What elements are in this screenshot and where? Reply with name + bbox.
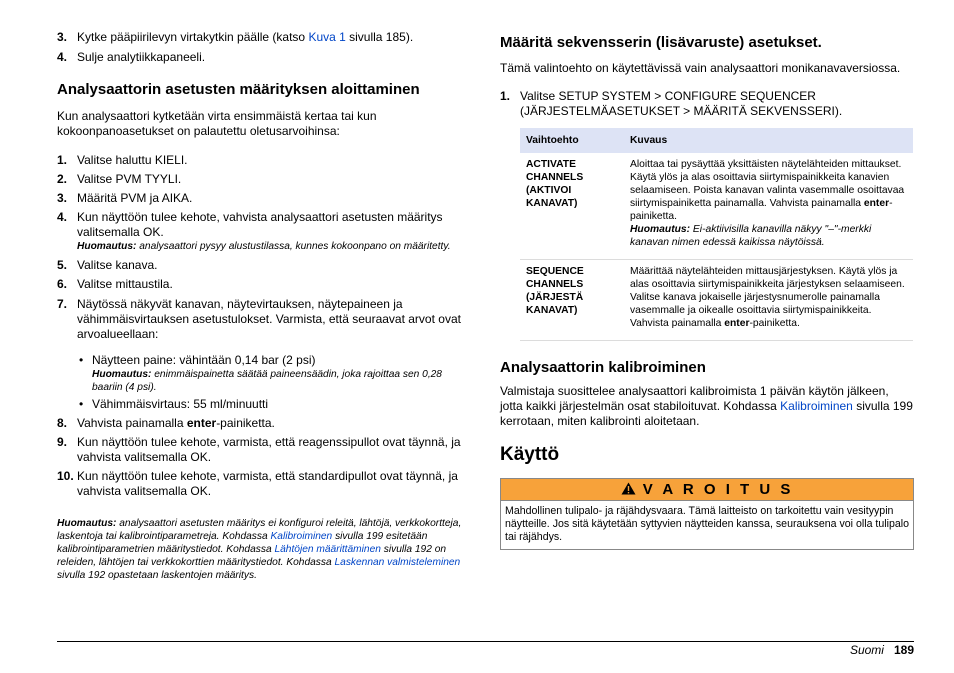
step-number: 8. <box>57 416 68 430</box>
calibration-paragraph <box>500 384 914 429</box>
setup-step-6 <box>57 277 469 292</box>
step-text: Vahvista painamalla <box>77 416 187 430</box>
step-number: 9. <box>57 435 68 449</box>
enter-key-label: enter <box>724 318 750 329</box>
note-text: sivulla 192 opastetaan laskentojen määritys. <box>57 570 257 581</box>
link-kuva-1[interactable]: Kuva 1 <box>308 30 346 44</box>
bullet-text: Vähimmäisvirtaus: 55 ml/minuutti <box>92 397 269 411</box>
step-text: Valitse haluttu KIELI. <box>77 153 188 167</box>
intro-step-4 <box>57 50 469 65</box>
step-text: Valitse kanava. <box>77 258 158 272</box>
step-note <box>77 240 469 253</box>
step-number: 4. <box>57 210 68 224</box>
setup-step-10 <box>57 469 469 499</box>
bullet-text: Näytteen paine: vähintään 0,14 bar (2 psi) <box>92 353 316 367</box>
section-intro: Kun analysaattori kytketään virta ensimmäistä kertaa tai kun kokoonpanoasetukset on palautettu oletusarvoihinsa: <box>57 109 377 138</box>
enter-key-label: enter <box>863 198 890 209</box>
note-label: Huomautus: <box>630 224 691 235</box>
step-text: Valitse mittaustila. <box>77 277 173 291</box>
setup-step-9 <box>57 435 469 465</box>
warning-title: V A R O I T U S <box>642 481 794 498</box>
setup-step-8 <box>57 416 469 431</box>
step-text: Valitse SETUP SYSTEM > CONFIGURE SEQUENCER (JÄRJESTELMÄASETUKSET > MÄÄRITÄ SEKVENSSERI). <box>520 89 843 118</box>
step-text: Valitse PVM TYYLI. <box>77 172 182 186</box>
step-text: Kytke pääpiirilevyn virtakytkin päälle (katso <box>77 30 309 44</box>
description-text: -painiketta. <box>630 198 893 222</box>
sequencer-step-1 <box>500 89 914 119</box>
note-text: Ei-aktiivisilla kanavilla näkyy "–"-merkki kanavan nimen edessä kaikissa näytöissä. <box>630 224 872 248</box>
step-text: Kun näyttöön tulee kehote, vahvista analysaattori asetusten määritys valitsemalla OK. <box>77 210 443 239</box>
step-number: 1. <box>500 89 511 103</box>
step-number: 5. <box>57 258 68 272</box>
setup-step-3 <box>57 191 469 206</box>
section-intro: Tämä valintoehto on käytettävissä vain analysaattori monikanavaversiossa. <box>500 61 901 75</box>
section-heading-sequencer: Määritä sekvensserin (lisävaruste) asetukset. <box>500 34 822 51</box>
table-row <box>520 153 913 260</box>
setup-step-2 <box>57 172 469 187</box>
setup-step-1 <box>57 153 469 168</box>
setup-step-5 <box>57 258 469 273</box>
link-laskennan-valmisteleminen[interactable]: Laskennan valmisteleminen <box>334 557 461 568</box>
note-text: analysaattori asetusten määritys ei konfiguroi releitä, lähtöjä, verkkokortteja, laskentoja tai kalibrointiparametreja. Kohdassa <box>57 518 462 542</box>
bullet-dot: • <box>79 353 84 367</box>
description-text: -painiketta. <box>749 318 800 329</box>
options-table <box>520 128 913 341</box>
final-note <box>57 517 469 582</box>
page-number: 189 <box>893 643 914 657</box>
description-text: Määrittää näytelähteiden mittausjärjestyksen. Käytä ylös ja alas osoittavia siirtymispainikkeita järjestyksen selaamiseen. Valitse kanava jokaiselle järjestysnumerolle painamalla vasemmalle ja oikealle osoittavia siirtymispainikkeita. Vahvista painamalla <box>630 266 905 329</box>
paragraph-text: sivulla 199 kerrotaan, miten kalibrointi aloitetaan. <box>500 399 913 428</box>
step-number: 3. <box>57 191 68 205</box>
warning-text: Mahdollinen tulipalo- ja räjähdysvaara. Tämä laitteisto on tarkoitettu vain vesityypin näytteille. Jos sitä käytetään syttyvien näytteiden kanssa, seurauksena voi olla tulipalo tai räjähdys. <box>505 505 909 543</box>
step-text: Kun näyttöön tulee kehote, varmista, että standardipullot ovat täynnä, ja vahvista valitsemalla OK. <box>77 469 458 498</box>
bullet-note <box>92 368 469 394</box>
section-heading-calibration: Analysaattorin kalibroiminen <box>500 359 706 376</box>
table-note <box>630 223 907 249</box>
table-header-row <box>520 128 913 153</box>
note-text: analysaattori pysyy alustustilassa, kunnes kokoonpano on määritetty. <box>136 241 451 252</box>
link-kalibroiminen[interactable]: Kalibroiminen <box>780 399 853 413</box>
step-text: Sulje analytiikkapaneeli. <box>77 50 206 64</box>
step-number: 1. <box>57 153 68 167</box>
description-cell <box>624 153 913 260</box>
note-label: Huomautus: <box>57 518 117 529</box>
bullet-item <box>57 397 469 412</box>
link-kalibroiminen[interactable]: Kalibroiminen <box>270 531 333 542</box>
section-heading-kaytto: Käyttö <box>500 444 560 465</box>
step-number: 4. <box>57 50 68 64</box>
footer-divider <box>57 641 914 642</box>
table-row <box>520 260 913 341</box>
warning-box <box>500 478 914 550</box>
step-number: 10. <box>57 469 74 483</box>
description-cell <box>624 260 913 341</box>
step-text: Määritä PVM ja AIKA. <box>77 191 193 205</box>
step-text: sivulla 185). <box>345 30 414 44</box>
step-number: 6. <box>57 277 68 291</box>
setup-step-7 <box>57 297 469 342</box>
step-text: Kun näyttöön tulee kehote, varmista, että reagenssipullot ovat täynnä, ja vahvista valitsemalla OK. <box>77 435 461 464</box>
bullet-dot: • <box>79 397 84 411</box>
table-header: Vaihtoehto <box>520 128 624 153</box>
section-heading-setup: Analysaattorin asetusten määrityksen aloittaminen <box>57 81 420 98</box>
description-text: Aloittaa tai pysäyttää yksittäisten näytelähteiden mittaukset. Käytä ylös ja alas osoittavia siirtymispainikkeita kanavien selaamiseen. Poista kanavan valinta vasemmalle osoittavaa siirtymispainiketta painamalla. Vahvista painamalla <box>630 159 905 209</box>
note-text: sivulla 192 on releiden, lähtöjen tai verkkokorttien määritystiedot. Kohdassa <box>57 544 447 568</box>
table-header: Kuvaus <box>624 128 913 153</box>
page-footer <box>850 643 914 657</box>
step-number: 3. <box>57 30 68 44</box>
step-text: -painiketta. <box>216 416 275 430</box>
option-cell: ACTIVATE CHANNELS (AKTIVOI KANAVAT) <box>520 153 624 260</box>
intro-step-3 <box>57 30 469 45</box>
link-lahtojen-maarittaminen[interactable]: Lähtöjen määrittäminen <box>274 544 381 555</box>
step-text: Näytössä näkyvät kanavan, näytevirtauksen, näytepaineen ja vähimmäisvirtauksen asetustulokset. Varmista, että seuraavat arvot ovat arvoalueellaan: <box>77 297 461 341</box>
enter-key-label: enter <box>186 416 217 430</box>
setup-steps <box>57 153 469 499</box>
step-number: 7. <box>57 297 68 311</box>
bullet-item <box>57 353 469 394</box>
note-text: sivulla 199 esitetään kalibrointiparametrien määritystiedot. Kohdassa <box>57 531 428 555</box>
footer-language: Suomi <box>849 643 884 657</box>
paragraph-text: Valmistaja suosittelee analysaattori kalibroimista 1 päivän käytön jälkeen, jotta kaikki järjestelmän osat stabiloituvat. Kohdassa <box>500 384 889 413</box>
note-label: Huomautus: <box>77 241 137 252</box>
setup-step-4 <box>57 210 469 253</box>
option-cell: SEQUENCE CHANNELS (JÄRJESTÄ KANAVAT) <box>520 260 624 341</box>
warning-header <box>501 479 913 501</box>
left-column <box>57 30 469 582</box>
step-number: 2. <box>57 172 68 186</box>
note-label: Huomautus: <box>92 369 152 380</box>
warning-triangle-icon <box>621 481 643 498</box>
note-text: enimmäispainetta säätää paineensäädin, joka rajoittaa sen 0,28 baariin (4 psi). <box>92 369 442 393</box>
right-column <box>500 30 914 550</box>
